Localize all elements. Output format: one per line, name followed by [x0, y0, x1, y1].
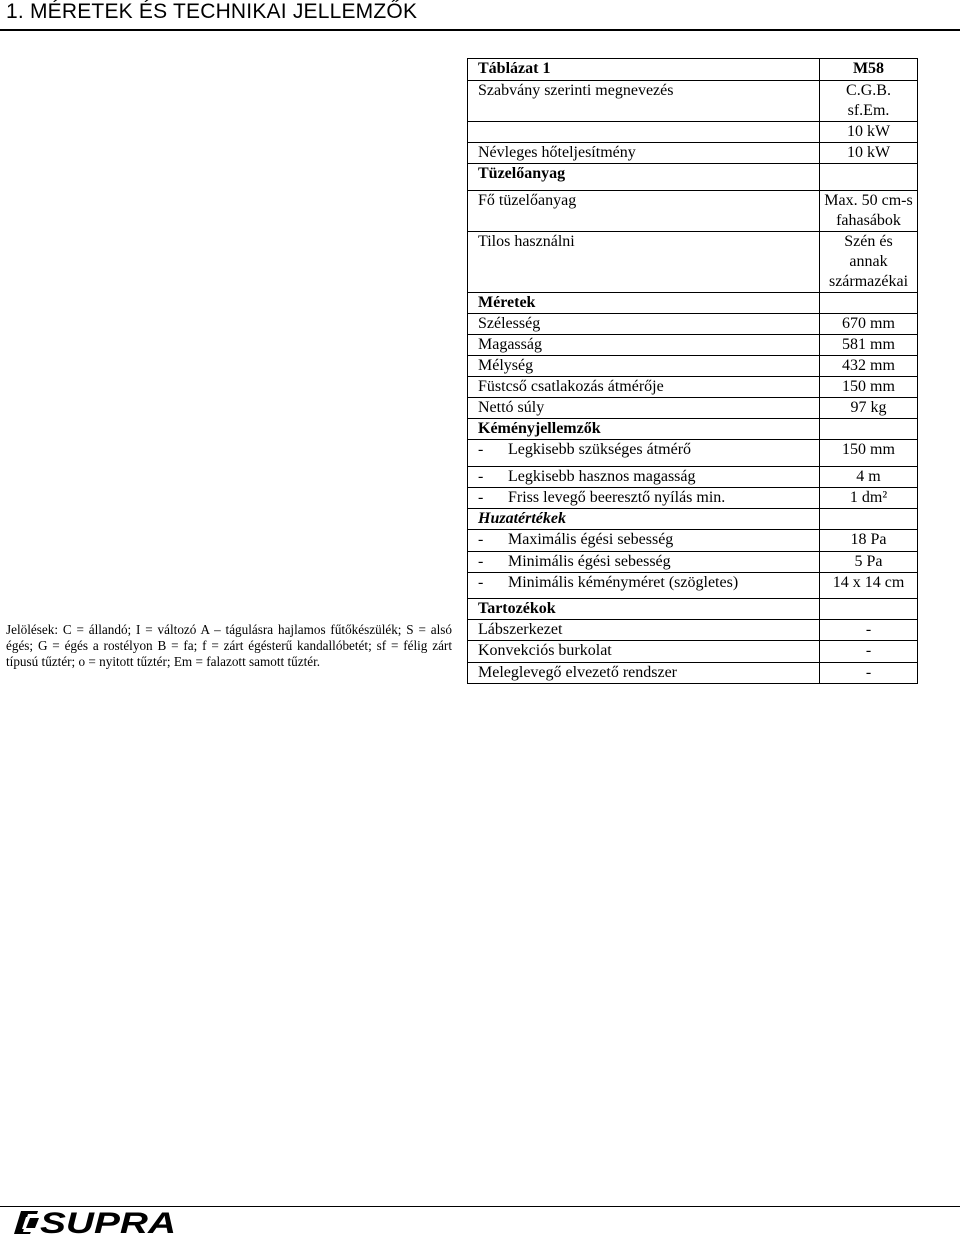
- row-value: 432 mm: [820, 356, 918, 377]
- row-value: [820, 599, 918, 620]
- row-value: 581 mm: [820, 335, 918, 356]
- row-label-text: Lábszerkezet: [478, 621, 563, 638]
- row-label-text: Konvekciós burkolat: [478, 642, 612, 659]
- row-label-text: Szabvány szerinti megnevezés: [478, 82, 674, 99]
- row-label-text: Friss levegő beeresztő nyílás min.: [508, 489, 726, 506]
- footer-rule: [0, 1206, 960, 1207]
- row-value: -: [820, 641, 918, 663]
- row-dash: -: [478, 531, 484, 548]
- table-row: [468, 293, 918, 314]
- table-row: [468, 467, 918, 488]
- row-label-text: Legkisebb hasznos magasság: [508, 468, 696, 485]
- row-label: [468, 398, 820, 419]
- table-row: [468, 552, 918, 573]
- row-value: 4 m: [820, 467, 918, 488]
- row-value: 14 x 14 cm: [820, 573, 918, 599]
- row-label-text: Magasság: [478, 336, 542, 353]
- table-header-row: [468, 59, 918, 81]
- page-title: 1. MÉRETEK ÉS TECHNIKAI JELLEMZŐK: [6, 0, 418, 23]
- row-value: -: [820, 663, 918, 684]
- row-label-text: Méretek: [478, 294, 536, 311]
- table-row: [468, 641, 918, 663]
- row-label-text: Szélesség: [478, 315, 541, 332]
- row-label-text: Huzatértékek: [478, 510, 566, 527]
- row-label: [468, 293, 820, 314]
- row-label: [468, 143, 820, 164]
- row-value: 97 kg: [820, 398, 918, 419]
- model-header: M58: [820, 59, 918, 81]
- row-label-text: Minimális égési sebesség: [508, 553, 671, 570]
- row-value: 1 dm²: [820, 488, 918, 509]
- row-label: [468, 440, 820, 467]
- row-label: [468, 573, 820, 599]
- row-dash: -: [478, 574, 484, 591]
- row-value: 150 mm: [820, 440, 918, 467]
- table-row: [468, 335, 918, 356]
- row-label: [468, 356, 820, 377]
- table-row: [468, 191, 918, 232]
- supra-logo: [10, 1208, 178, 1236]
- table-row: [468, 419, 918, 440]
- row-label: [468, 530, 820, 552]
- row-label: [468, 164, 820, 191]
- row-label-text: Tüzelőanyag: [478, 165, 566, 182]
- row-value: [820, 164, 918, 191]
- row-label: [468, 641, 820, 663]
- legend-note: Jelölések: C = állandó; I = változó A – tágulásra hajlamos fűtőkészülék; S = alsó égés; G = égés a rostélyon B = fa; f = zárt égésterű kandallóbetét; sf = félig zárt típusú tűztér; o = nyitott tűztér; Em = falazott samott tűztér.: [6, 622, 452, 669]
- row-label-text: Nettó súly: [478, 399, 545, 416]
- table-row: [468, 377, 918, 398]
- table-row: [468, 143, 918, 164]
- row-value: C.G.B. sf.Em.: [820, 81, 918, 122]
- row-value: 5 Pa: [820, 552, 918, 573]
- row-value: Szén és annak származékai: [820, 232, 918, 293]
- row-label-text: Kéményjellemzők: [478, 420, 601, 437]
- row-label-text: Meleglevegő elvezető rendszer: [478, 664, 678, 681]
- table-row: [468, 122, 918, 143]
- spec-table: [467, 58, 918, 684]
- table-row: [468, 573, 918, 599]
- table-row: [468, 599, 918, 620]
- row-value: 670 mm: [820, 314, 918, 335]
- table-row: [468, 620, 918, 641]
- row-label-text: Legkisebb szükséges átmérő: [508, 441, 692, 458]
- row-label: [468, 552, 820, 573]
- row-label-text: Névleges hőteljesítmény: [478, 144, 636, 161]
- row-label: [468, 377, 820, 398]
- row-dash: -: [478, 489, 484, 506]
- row-label: [468, 314, 820, 335]
- header-rule: [0, 29, 960, 31]
- row-label-text: Mélység: [478, 357, 534, 374]
- row-label-text: Maximális égési sebesség: [508, 531, 674, 548]
- logo-text: SUPRA: [40, 1208, 176, 1236]
- row-label: [468, 232, 820, 293]
- table-row: [468, 164, 918, 191]
- row-label-text: Tilos használni: [478, 233, 575, 250]
- row-label: [468, 599, 820, 620]
- table-row: [468, 398, 918, 419]
- row-label-text: Tartozékok: [478, 600, 556, 617]
- row-label: [468, 335, 820, 356]
- row-label-text: Minimális kéményméret (szögletes): [508, 574, 739, 591]
- row-label: [468, 488, 820, 509]
- row-dash: -: [478, 441, 484, 458]
- row-label: [468, 191, 820, 232]
- table-row: [468, 440, 918, 467]
- row-label: [468, 81, 820, 122]
- row-value: 10 kW: [820, 122, 918, 143]
- row-label: [468, 663, 820, 684]
- table-row: [468, 356, 918, 377]
- row-value: 18 Pa: [820, 530, 918, 552]
- row-value: 10 kW: [820, 143, 918, 164]
- row-label: [468, 509, 820, 530]
- table-row: [468, 509, 918, 530]
- row-label: [468, 467, 820, 488]
- row-label-text: Fő tüzelőanyag: [478, 192, 577, 209]
- row-label-text: Füstcső csatlakozás átmérője: [478, 378, 664, 395]
- table-title: Táblázat 1: [468, 59, 820, 81]
- row-label: [468, 122, 820, 143]
- row-label: [468, 620, 820, 641]
- row-label: [468, 419, 820, 440]
- row-value: [820, 419, 918, 440]
- table-row: [468, 232, 918, 293]
- row-dash: -: [478, 468, 484, 485]
- row-dash: -: [478, 553, 484, 570]
- row-value: -: [820, 620, 918, 641]
- table-row: [468, 314, 918, 335]
- row-value: 150 mm: [820, 377, 918, 398]
- row-value: [820, 293, 918, 314]
- table-row: [468, 81, 918, 122]
- row-value: [820, 509, 918, 530]
- table-row: [468, 488, 918, 509]
- table-row: [468, 530, 918, 552]
- row-value: Max. 50 cm-s fahasábok: [820, 191, 918, 232]
- table-row: [468, 663, 918, 684]
